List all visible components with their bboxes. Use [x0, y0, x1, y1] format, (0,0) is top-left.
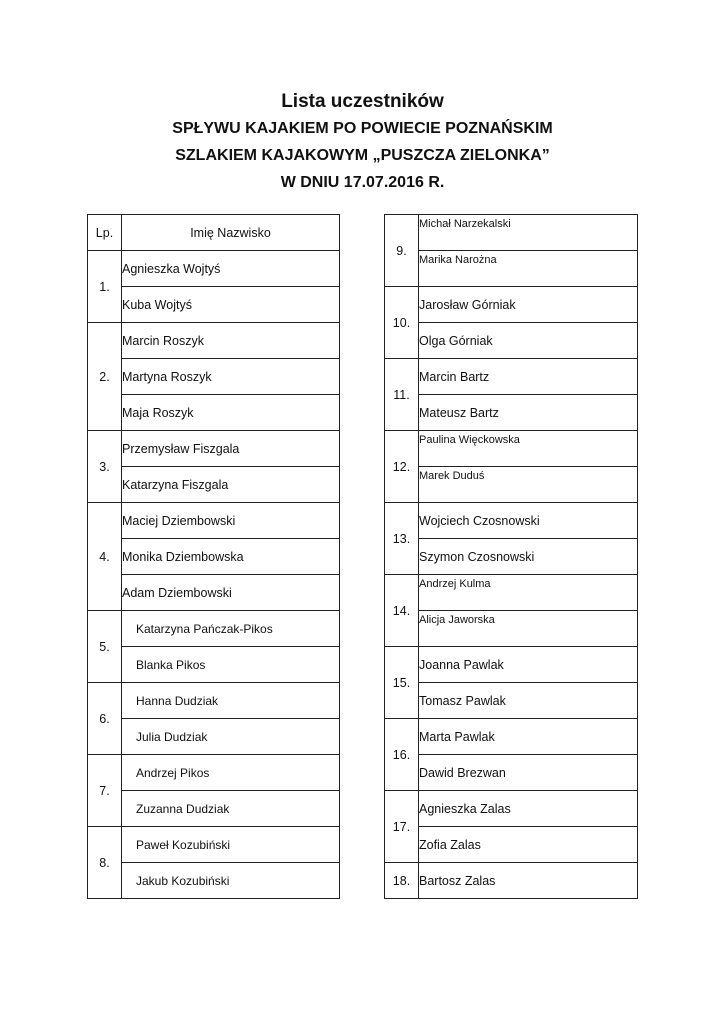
table-row [88, 575, 340, 611]
participant-name: Kuba Wojtyś [122, 287, 340, 323]
header-lp: Lp. [88, 215, 122, 251]
table-row [385, 647, 638, 683]
participant-name: Marcin Bartz [419, 359, 638, 395]
participant-name: Zuzanna Dudziak [122, 791, 340, 827]
header-name: Imię Nazwisko [122, 215, 340, 251]
table-row [88, 503, 340, 539]
table-row [385, 287, 638, 323]
participant-name: Alicja Jaworska [419, 611, 638, 647]
title-line-2: SPŁYWU KAJAKIEM PO POWIECIE POZNAŃSKIM [172, 120, 553, 137]
participant-name: Zofia Zalas [419, 827, 638, 863]
group-number: 9. [385, 215, 419, 287]
participant-name: Marta Pawlak [419, 719, 638, 755]
table-row [88, 647, 340, 683]
table-row [385, 359, 638, 395]
participant-name: Maja Roszyk [122, 395, 340, 431]
table-row [385, 215, 638, 251]
table-row [88, 467, 340, 503]
table-row [88, 251, 340, 287]
participant-name: Przemysław Fiszgala [122, 431, 340, 467]
table-row [385, 755, 638, 791]
participant-name: Martyna Roszyk [122, 359, 340, 395]
table-row [88, 719, 340, 755]
group-number: 17. [385, 791, 419, 863]
table-row [385, 611, 638, 647]
participant-name: Bartosz Zalas [419, 863, 638, 899]
participant-name: Paweł Kozubiński [122, 827, 340, 863]
group-number: 1. [88, 251, 122, 323]
table-row [385, 395, 638, 431]
table-row [88, 863, 340, 899]
group-number: 8. [88, 827, 122, 899]
group-number: 12. [385, 431, 419, 503]
participant-name: Katarzyna Fiszgala [122, 467, 340, 503]
participant-name: Hanna Dudziak [122, 683, 340, 719]
participant-name: Katarzyna Pańczak-Pikos [122, 611, 340, 647]
group-number: 3. [88, 431, 122, 503]
title-line-3: SZLAKIEM KAJAKOWYM „PUSZCZA ZIELONKA” [175, 147, 550, 164]
participants-table-right [384, 214, 638, 899]
title-line-1: Lista uczestników [281, 91, 444, 112]
table-row [88, 791, 340, 827]
participant-name: Michał Narzekalski [419, 215, 638, 251]
table-row [88, 827, 340, 863]
group-number: 14. [385, 575, 419, 647]
participant-name: Marcin Roszyk [122, 323, 340, 359]
participant-name: Agnieszka Zalas [419, 791, 638, 827]
table-row [88, 683, 340, 719]
participant-name: Paulina Więckowska [419, 431, 638, 467]
participant-name: Mateusz Bartz [419, 395, 638, 431]
group-number: 13. [385, 503, 419, 575]
title-line-4: W DNIU 17.07.2016 R. [280, 174, 445, 191]
participant-name: Olga Górniak [419, 323, 638, 359]
table-row [88, 287, 340, 323]
participant-name: Andrzej Pikos [122, 755, 340, 791]
table-row [385, 251, 638, 287]
participant-name: Adam Dziembowski [122, 575, 340, 611]
participant-name: Szymon Czosnowski [419, 539, 638, 575]
participant-name: Blanka Pikos [122, 647, 340, 683]
group-number: 4. [88, 503, 122, 611]
table-row [385, 719, 638, 755]
participant-name: Joanna Pawlak [419, 647, 638, 683]
participant-name: Agnieszka Wojtyś [122, 251, 340, 287]
participant-name: Andrzej Kulma [419, 575, 638, 611]
table-row [88, 431, 340, 467]
group-number: 7. [88, 755, 122, 827]
group-number: 16. [385, 719, 419, 791]
participant-name: Maciej Dziembowski [122, 503, 340, 539]
group-number: 5. [88, 611, 122, 683]
table-row [385, 323, 638, 359]
table-row [88, 611, 340, 647]
group-number: 10. [385, 287, 419, 359]
participant-name: Marek Duduś [419, 467, 638, 503]
participant-name: Wojciech Czosnowski [419, 503, 638, 539]
group-number: 6. [88, 683, 122, 755]
table-row [385, 467, 638, 503]
table-row [88, 359, 340, 395]
table-row [88, 395, 340, 431]
table-row [88, 539, 340, 575]
group-number: 11. [385, 359, 419, 431]
participant-name: Monika Dziembowska [122, 539, 340, 575]
participant-name: Marika Narożna [419, 251, 638, 287]
table-row [88, 755, 340, 791]
table-row [385, 539, 638, 575]
participant-name: Tomasz Pawlak [419, 683, 638, 719]
participant-name: Jarosław Górniak [419, 287, 638, 323]
table-row [385, 431, 638, 467]
table-row [88, 323, 340, 359]
participant-name: Julia Dudziak [122, 719, 340, 755]
table-row [385, 575, 638, 611]
table-row [385, 863, 638, 899]
table-header-row [88, 215, 340, 251]
table-row [385, 791, 638, 827]
table-row [385, 503, 638, 539]
group-number: 18. [385, 863, 419, 899]
participants-table-left [87, 214, 340, 899]
participant-name: Jakub Kozubiński [122, 863, 340, 899]
table-row [385, 827, 638, 863]
document-title [0, 88, 725, 196]
table-row [385, 683, 638, 719]
group-number: 2. [88, 323, 122, 431]
participant-name: Dawid Brezwan [419, 755, 638, 791]
group-number: 15. [385, 647, 419, 719]
